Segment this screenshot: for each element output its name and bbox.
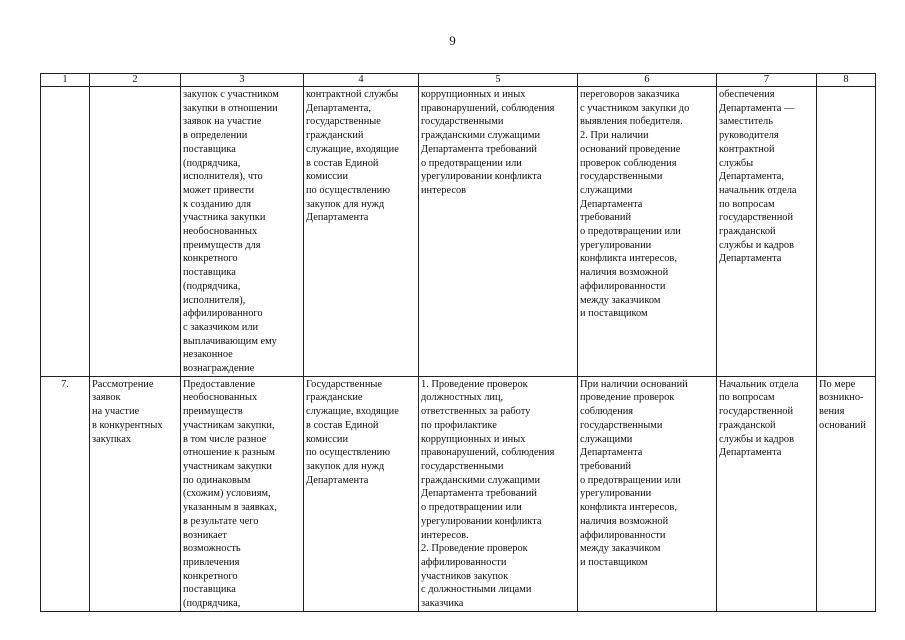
column-number-header: 5 xyxy=(419,74,578,87)
stage-cell xyxy=(90,87,181,377)
table-header-row xyxy=(41,74,876,87)
row-number-cell xyxy=(41,87,90,377)
column-number-header: 2 xyxy=(90,74,181,87)
measures-cell: коррупционных и иных правонарушений, соблюдения государственными гражданскими служащими Департамента требований о предотвращении или урегулировании конфликта интересов xyxy=(419,87,578,377)
officials-cell: контрактной службы Департамента, государственные гражданский служащие, входящие в состав Единой комиссии по осуществлению закупок для нужд Департамента xyxy=(304,87,419,377)
officials-cell: Государственные гражданские служащие, входящие в состав Единой комиссии по осуществлению закупок для нужд Департамента xyxy=(304,376,419,611)
page-number: 9 xyxy=(449,33,456,48)
risk-description-cell: закупок с участником закупки в отношении заявок на участие в определении поставщика (подрядчика, исполнителя), что может привести к созданию для участника закупки необоснованных преимуществ для конкретного поставщика (подрядчика, исполнителя), аффилированного с заказчиком или выплачивающим ему незаконное вознаграждение xyxy=(181,87,304,377)
column-number-header: 6 xyxy=(578,74,717,87)
column-number-header: 3 xyxy=(181,74,304,87)
table-row xyxy=(41,376,876,611)
stage-cell: Рассмотрение заявок на участие в конкурентных закупках xyxy=(90,376,181,611)
row-number-cell: 7. xyxy=(41,376,90,611)
deadline-cell: По мере возникно- вения оснований xyxy=(817,376,876,611)
column-number-header: 7 xyxy=(717,74,817,87)
actions-cell: переговоров заказчика с участником закупки до выявления победителя. 2. При наличии оснований проведение проверок соблюдения государственными служащими Департамента требований о предотвращении или урегулировании конфликта интересов, наличия возможной аффилированности между заказчиком и поставщиком xyxy=(578,87,717,377)
column-number-header: 1 xyxy=(41,74,90,87)
document-table xyxy=(40,73,876,612)
column-number-header: 8 xyxy=(817,74,876,87)
table-row xyxy=(41,87,876,377)
risk-description-cell: Предоставление необоснованных преимуществ участникам закупки, в том числе разное отношение к разным участникам закупки по одинаковым (схожим) условиям, указанным в заявках, в результате чего возникает возможность привлечения конкретного поставщика (подрядчика, xyxy=(181,376,304,611)
responsible-cell: Начальник отдела по вопросам государственной гражданской службы и кадров Департамента xyxy=(717,376,817,611)
measures-cell: 1. Проведение проверок должностных лиц, ответственных за работу по профилактике коррупционных и иных правонарушений, соблюдения государственными гражданскими служащими Департамента требований о предотвращении или урегулировании конфликта интересов. 2. Проведение проверок аффилированности участников закупок с должностными лицами заказчика xyxy=(419,376,578,611)
column-number-header: 4 xyxy=(304,74,419,87)
responsible-cell: обеспечения Департамента — заместитель руководителя контрактной службы Департамента, начальник отдела по вопросам государственной гражданской службы и кадров Департамента xyxy=(717,87,817,377)
deadline-cell xyxy=(817,87,876,377)
actions-cell: При наличии оснований проведение проверок соблюдения государственными служащими Департамента требований о предотвращении или урегулировании конфликта интересов, наличия возможной аффилированности между заказчиком и поставщиком xyxy=(578,376,717,611)
